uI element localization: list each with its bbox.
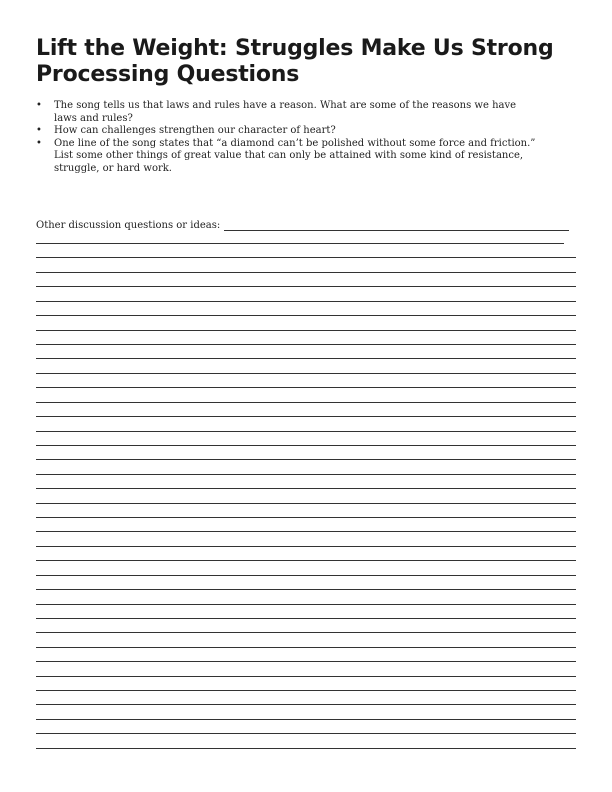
other-ideas-row — [36, 218, 569, 232]
writing-line[interactable] — [36, 719, 576, 720]
writing-line[interactable] — [36, 575, 576, 576]
writing-line[interactable] — [36, 560, 576, 561]
bullet-icon: • — [36, 125, 42, 136]
writing-line[interactable] — [36, 373, 576, 374]
writing-line[interactable] — [36, 431, 576, 432]
question-text-line: List some other things of great value that can only be attained with some kind of resistance, — [54, 150, 524, 161]
writing-line[interactable] — [36, 604, 576, 605]
writing-line[interactable] — [36, 474, 576, 475]
writing-line[interactable] — [36, 589, 576, 590]
writing-line[interactable] — [36, 647, 576, 648]
writing-line[interactable] — [36, 416, 576, 417]
writing-line[interactable] — [36, 661, 576, 662]
writing-line[interactable] — [36, 301, 576, 302]
page-title — [36, 36, 596, 88]
writing-line[interactable] — [36, 358, 576, 359]
question-text-line: laws and rules? — [54, 112, 133, 124]
writing-line[interactable] — [36, 344, 576, 345]
title-line-2: Processing Questions — [36, 62, 300, 87]
question-text-line: struggle, or hard work. — [54, 162, 172, 174]
writing-line[interactable] — [36, 402, 576, 403]
writing-line[interactable] — [36, 488, 576, 489]
writing-line[interactable] — [36, 272, 576, 273]
question-text-line: How can challenges strengthen our character of heart? — [54, 125, 336, 136]
writing-line[interactable] — [36, 387, 576, 388]
writing-line[interactable] — [36, 690, 576, 691]
writing-line[interactable] — [36, 676, 576, 677]
writing-line[interactable] — [36, 459, 576, 460]
other-ideas-label: Other discussion questions or ideas: — [36, 220, 221, 231]
other-ideas-first-line[interactable] — [224, 230, 569, 231]
question-item — [36, 138, 581, 176]
question-item — [36, 125, 581, 138]
writing-line[interactable] — [36, 748, 576, 749]
question-text-line: The song tells us that laws and rules have a reason. What are some of the reasons we have — [54, 100, 517, 111]
bullet-icon: • — [36, 100, 42, 111]
question-text-line: One line of the song states that “a diamond can’t be polished without some force and friction.” — [54, 137, 536, 149]
writing-line[interactable] — [36, 546, 576, 547]
writing-line[interactable] — [36, 704, 576, 705]
writing-line[interactable] — [36, 315, 576, 316]
writing-line[interactable] — [36, 632, 576, 633]
question-item — [36, 100, 581, 125]
title-line-1: Lift the Weight: Struggles Make Us Strong — [36, 36, 554, 61]
writing-line[interactable] — [36, 733, 576, 734]
writing-line[interactable] — [36, 243, 564, 244]
writing-line[interactable] — [36, 286, 576, 287]
writing-line[interactable] — [36, 503, 576, 504]
writing-line[interactable] — [36, 445, 576, 446]
writing-line[interactable] — [36, 531, 576, 532]
question-list — [36, 100, 581, 175]
writing-line[interactable] — [36, 618, 576, 619]
writing-line[interactable] — [36, 330, 576, 331]
writing-line[interactable] — [36, 517, 576, 518]
bullet-icon: • — [36, 137, 42, 149]
writing-line[interactable] — [36, 257, 576, 258]
